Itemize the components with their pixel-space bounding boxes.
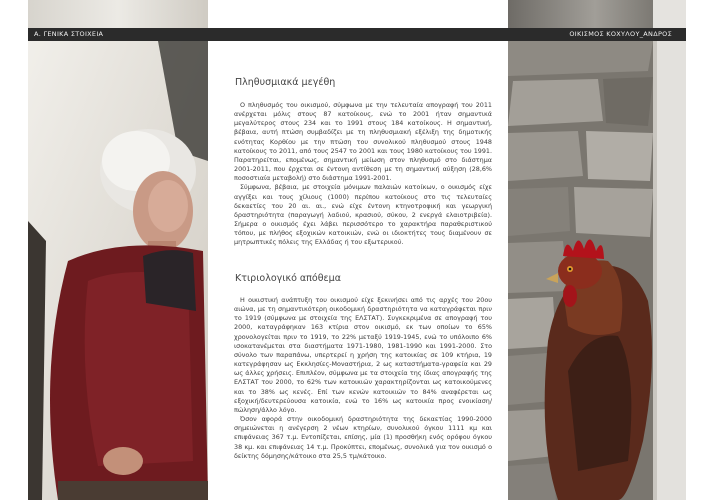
paragraph: Η οικιστική ανάπτυξη του οικισμού είχε ξεκινήσει από τις αρχές του 20ου αιώνα, με τη σημαντικότερη οικοδομική δραστηριότητα να καταγράφεται πριν το 1919 (σύμφωνα με στοιχεία της ΕΛΣΤΑΤ). Συγκεκριμένα σε απογραφή του 2000, καταγράφηκαν 163 κτίρια στον οικισμό, εκ των οποίων το 65% χρονολογείται πριν το 1919, το 22% μεταξύ 1919-1945, ενώ το υπόλοιπο 6% ισοκατανέμεται στα διαστήματα 1971-1980, 1981-1990 και 1991-2000. Στο σύνολο των παραπάνω, υπερτερεί η χρήση της κατοικίας σε 109 κτήρια, 19 κατεγράφησαν ως Εκκλησίες-Μοναστήρια, 2 ως καταστήματα-γραφεία και 29 ως άλλες χρήσεις. Επιπλέον, σύμφωνα με τα στοιχεία της ίδιας απογραφής της ΕΛΣΤΑΤ του 2000, το 62% των κατοικιών χαρακτηρίζονται ως κατοικούμενες και το 38% ως κενές. Επί των κενών κατοικιών το 84% αναφέρεται ως εξοχική/δευτερεύουσα κατοικία, ενώ το 16% ως κατοικία προς ενοικίαση/πώληση/άλλο λόγο. xyxy=(234,296,492,414)
paragraph: Όσον αφορά στην οικοδομική δραστηριότητα της δεκαετίας 1990-2000 σημειώνεται η ανέγερση 2 νέων κτηρίων, συνολικού όγκου 1111 κμ και επιφάνειας 367 τ.μ. Εντοπίζεται, επίσης, μία (1) προσθήκη ενός ορόφου όγκου 38 κμ. και επιφάνειας 14 τ.μ. Προκύπτει, επομένως, συνολικά για τον οικισμό ο δείκτης δόμησης/κάτοικο στα 25,5 τμ/κάτοικο. xyxy=(234,415,492,460)
photo-elderly-woman xyxy=(28,41,208,500)
photo-right-top-sliver xyxy=(508,0,653,28)
photo-rooster-stone-wall xyxy=(508,41,686,500)
paragraph: Σύμφωνα, βέβαια, με στοιχεία μόνιμων παλαιών κατοίκων, ο οικισμός είχε αγγίξει και τους χίλιους (1000) περίπου κατοίκους στο τις τελευταίες δεκαετίες του 20 αι. αι., ενώ είχε έντονη κτηνοτροφική και γεωργική δραστηριότητα (παραγωγή λαδιού, κρασιού, σύκου, 2 ενεργά ελαιοτριβεία). Σήμερα ο οικισμός έχει λάβει περισσότερο το χαρακτήρα παραθεριστικού τόπου, με πλήθος εξοχικών κατοικιών, ενώ οι ιδιοκτήτες τους διαμένουν σε μητρωπτικές πόλεις της Ελλάδας ή του εξωτερικού. xyxy=(234,183,492,247)
section-title-population: Πληθυσμιακά μεγέθη xyxy=(235,77,336,88)
photo-right-top-sliver-light xyxy=(653,0,686,28)
header-bar xyxy=(28,28,686,41)
section-body-building-stock xyxy=(234,296,492,461)
paragraph: Ο πληθυσμός του οικισμού, σύμφωνα με την τελευταία απογραφή του 2011 ανέρχεται μόλις στους 87 κατοίκους, ενώ το 2001 ήταν σημαντικά μεγαλύτερος στους 234 και το 1991 στους 184 κατοίκους. Η σημαντική, βέβαια, αυτή πτώση συμβαδίζει με τη πληθυσμιακή εξέλιξη της δημοτικής ενότητας Κορθίου με την πτώση του συνολικού πληθυσμού στους 1948 κατοίκους το 2011, από τους 2547 το 2001 και τους 1980 κατοίκους του 1991. Παρατηρείται, επομένως, σημαντική μείωση στον πληθυσμό στο διάστημα 2001-2011, που έρχεται σε έντονη αντίθεση με τη σημαντική αύξηση (28,6% ποσοστιαία μεταβολή) στο διάστημα 1991-2001. xyxy=(234,101,492,183)
section-title-building-stock: Κτιριολογικό απόθεμα xyxy=(235,273,341,284)
section-body-population xyxy=(234,101,492,248)
header-section-label: Α. ΓΕΝΙΚΑ ΣΤΟΙΧΕΙΑ xyxy=(34,30,104,38)
header-document-label: ΟΙΚΙΣΜΟΣ ΚΟΧΥΛΟΥ_ΑΝΔΡΟΣ xyxy=(569,30,672,38)
photo-left-top-sliver xyxy=(28,0,208,28)
